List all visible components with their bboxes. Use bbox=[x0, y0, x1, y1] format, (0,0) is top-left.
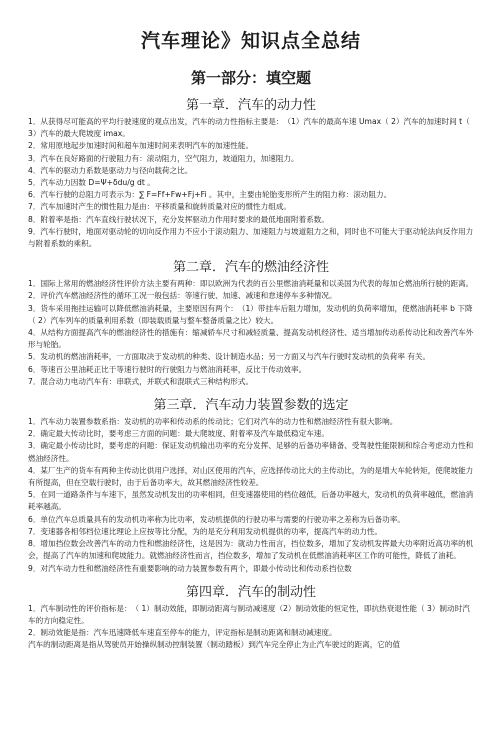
chapter-title: 第三章．汽车动力装置参数的选定 bbox=[153, 398, 349, 414]
chapter-1 bbox=[28, 94, 474, 250]
paragraph: 汽车的制动距离是指从驾驶员开始操纵制动控制装置（制动踏板）到汽车完全停止为止汽车驶过的距离，它的值 bbox=[28, 640, 401, 650]
paragraph: 6．单位汽车总质量具有的发动机功率称为比功率，发动机提供的行驶功率与需要的行驶功率之差称为后备功率。 bbox=[28, 514, 405, 524]
chapter-4 bbox=[28, 581, 474, 652]
chapter-title: 第二章．汽车的燃油经济性 bbox=[172, 260, 329, 276]
document-page bbox=[0, 26, 500, 734]
paragraph: 4．从结构方面提高汽车的燃油经济性的措施有：缩减轿车尺寸和减轻质量、提高发动机经济性、适当增加传动系传动比和改善汽车外形与轮胎。 bbox=[28, 328, 474, 350]
paragraph: 5．在同一道路条件与车速下，虽然发动机发出的功率相同，但变速器使用的档位越低，后备功率越大，发动机的负荷率越低，燃油消耗率越高。 bbox=[28, 490, 474, 512]
paragraph: 2．制动效能是指：汽车迅速降低车速直至停车的能力，评定指标是制动距离和制动减速度。 bbox=[28, 628, 337, 638]
paragraph: 9．对汽车动力性和燃油经济性有重要影响的动力装置参数有两个，即最小传动比和传动系挡位数 bbox=[28, 563, 352, 573]
paragraph: 6．汽车行驶的总阻力可表示为：∑ F=Ff+Fw+Fj+Fi 。其中，主要由轮胎变形所产生的阻力称：滚动阻力。 bbox=[28, 190, 392, 200]
paragraph: 9．汽车行驶时，地面对驱动轮的切向反作用力不应小于滚动阻力、加速阻力与坡道阻力之和，同时也不可能大于驱动轮法向反作用力与附着系数的乘积。 bbox=[28, 226, 474, 249]
paragraph: 7．混合动力电动汽车有：串联式，并联式和混联式三种结构形式。 bbox=[28, 376, 254, 386]
chapter-title: 第四章．汽车的制动性 bbox=[185, 584, 316, 600]
chapter-2 bbox=[28, 256, 478, 388]
paragraph: 1．汽车制动性的评价指标是： （ 1）制动效能，即制动距离与制动减速度（2）制动效能的恒定性，即抗热衰退性能（ 3）制动时汽车的方向稳定性。 bbox=[28, 603, 470, 625]
paragraph: 8．附着率是指：汽车直线行驶状况下，充分发挥驱动力作用时要求的最低地面附着系数。 bbox=[28, 214, 329, 224]
paragraph: 6．等速百公里油耗正比于等速行驶时的行驶阻力与燃油消耗率，反比于传动效率。 bbox=[28, 364, 307, 374]
paragraph: 1．从获得尽可能高的平均行驶速度的观点出发，汽车的动力性指标主要是： （1）汽车的最高车速 Umax（ 2）汽车的加速时间 t（ 3）汽车的最大爬坡度 imax。 bbox=[28, 117, 470, 139]
paragraph: 8．增加挡位数会改善汽车的动力性和燃油经济性，这是因为：就动力性而言，挡位数多，增加了发动机发挥最大功率附近高功率的机会，提高了汽车的加速和爬坡能力。就燃油经济性而言，挡位数多，增加了发动机在低燃油消耗率区工作的可能性，降低了油耗。 bbox=[28, 539, 474, 561]
part-title: 第一部分：填空题 bbox=[190, 69, 311, 87]
paragraph: 4．某厂生产的货车有两种主传动比供用户选择，对山区使用的汽车，应选择传动比大的主传动比，为的是增大车轮转矩，使爬坡能力有所提高，但在空载行驶时，由于后备功率大，故其燃油经济性较差。 bbox=[28, 465, 474, 488]
chapter-3 bbox=[28, 394, 474, 575]
paragraph: 2．常用原地起步加速时间和超车加速时间来表明汽车的加速性能。 bbox=[28, 141, 254, 151]
paragraph: 1．国际上常用的燃油经济性评价方法主要有两种：即以欧洲为代表的百公里燃油消耗量和以美国为代表的每加仑燃油所行驶的距离。 2．评价汽车燃油经济性的循环工况一般包括：等速行驶、加速、减速和怠速停车多种情况。 bbox=[28, 279, 478, 301]
paragraph: 2．确定最大传动比时，要考虑三方面的问题：最大爬坡度、附着率及汽车最低稳定车速。 bbox=[28, 429, 329, 439]
paragraph: 7．汽车加速时产生的惯性阻力是由：平移质量和旋转质量对应的惯性力组成。 bbox=[28, 202, 292, 212]
paragraph: 7．变速器各相邻档位速比理论上应按等比分配，为的是充分利用发动机提供的功率，提高汽车的动力性。 bbox=[28, 526, 383, 536]
chapter-title: 第一章．汽车的动力性 bbox=[185, 98, 316, 113]
document-title: 汽车理论》知识点全总结 bbox=[140, 30, 361, 52]
paragraph: 5．发动机的燃油消耗率，一方面取决于发动机的种类、设计制造水品；另一方面又与汽车行驶时发动机的负荷率 有关。 bbox=[28, 352, 431, 362]
paragraph: 5．汽车动力因数 D=Ψ+δdu/g dt 。 bbox=[28, 178, 155, 188]
paragraph: 3．汽车在良好路面的行驶阻力有：滚动阻力，空气阻力，坡道阻力，加速阻力。 bbox=[28, 153, 299, 163]
paragraph: 3．货车采用拖挂运输可以降低燃油消耗量，主要原因有两个： （1）带挂车后阻力增加，发动机的负荷率增加，使燃油消耗率 b 下降（ 2）汽车列车的质量利用系数（即装载质量与整车整备质量之比）较大。 bbox=[28, 303, 473, 325]
paragraph: 1．汽车动力装置参数系指：发动机的功率和传动系的传动比；它们对汽车的动力性和燃油经济性有很大影响。 bbox=[28, 417, 398, 427]
paragraph: 4．汽车的驱动力系数是驱动力与径向载荷之比。 bbox=[28, 165, 193, 175]
paragraph: 3．确定最小传动比时，要考虑的问题：保证发动机输出功率的充分发挥、足够的后备功率储备、受驾驶性能限制和综合考虑动力性和燃油经济性。 bbox=[28, 441, 474, 463]
